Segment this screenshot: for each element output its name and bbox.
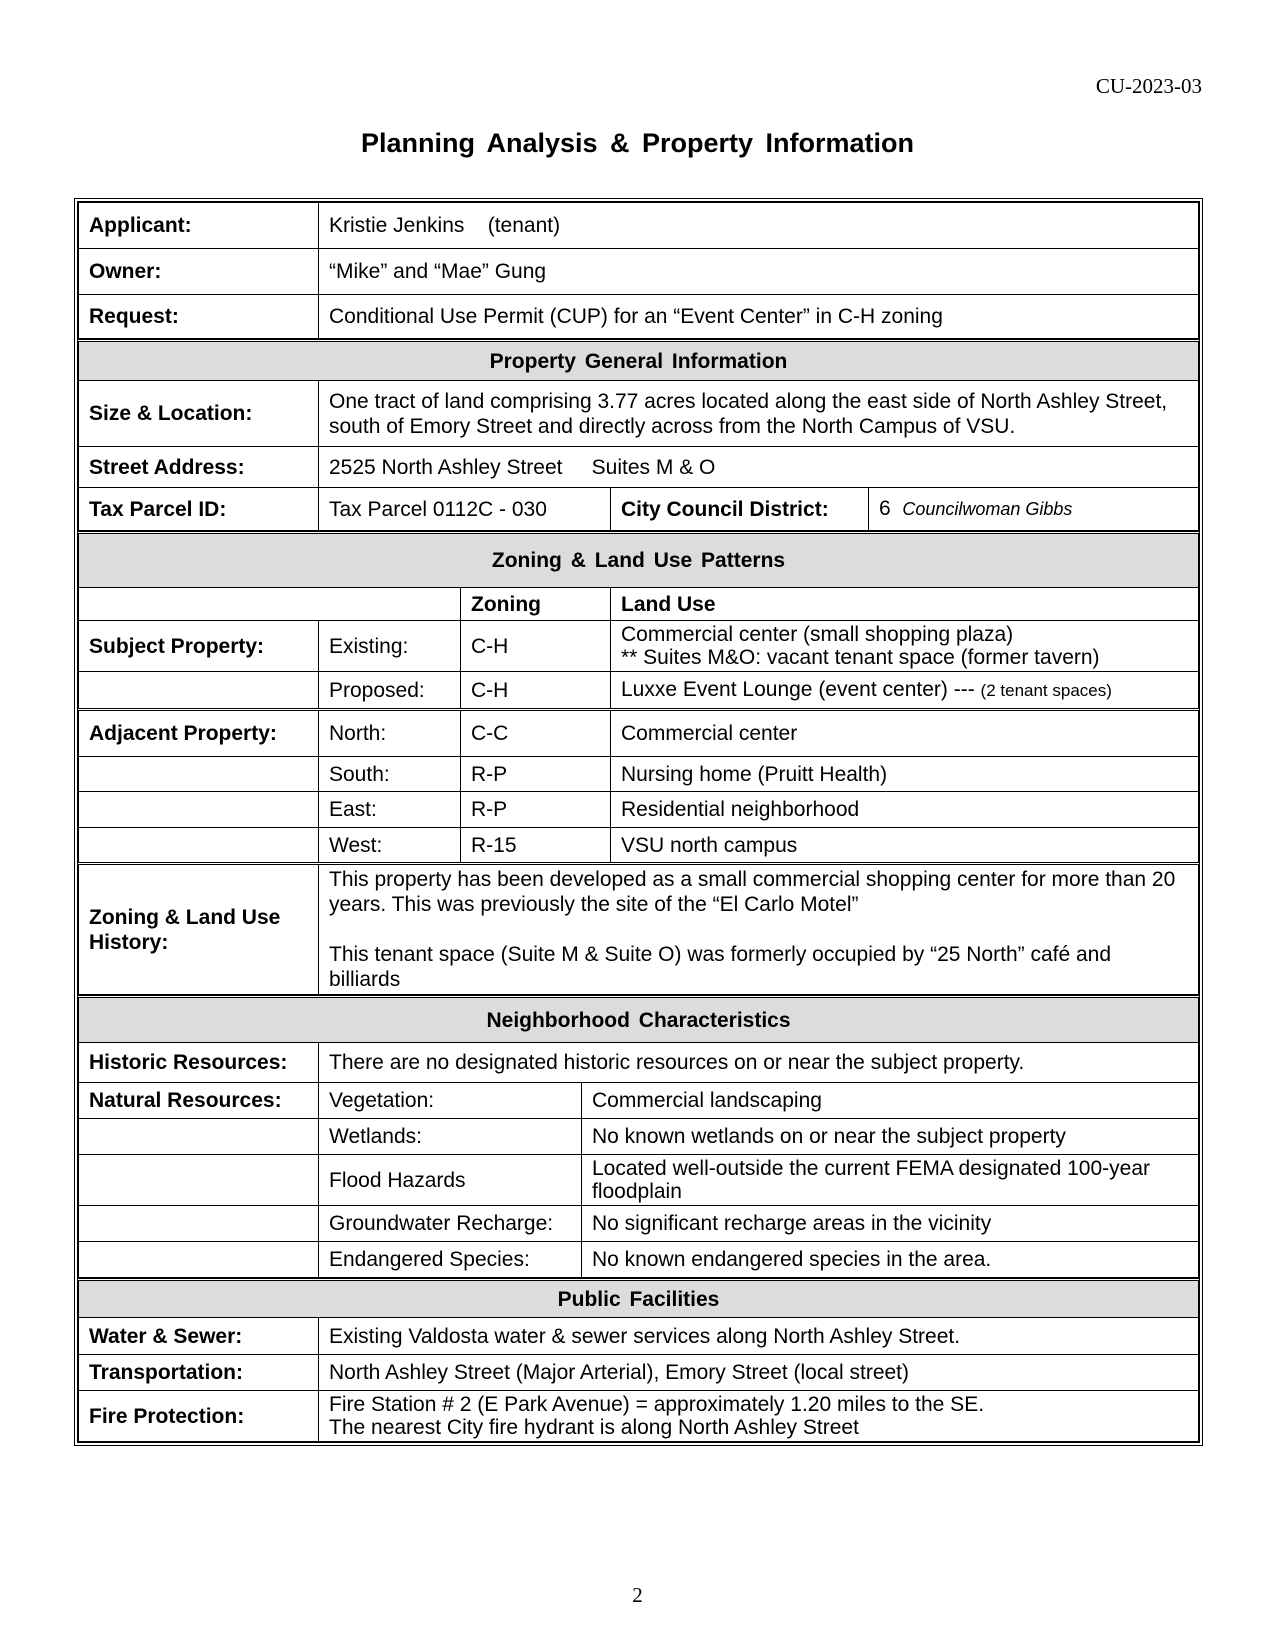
natural-row-value: No significant recharge areas in the vicinity	[582, 1206, 1199, 1242]
east-zoning: R-P	[461, 792, 611, 828]
size-location-value: One tract of land comprising 3.77 acres located along the east side of North Ashley Street, south of Emory Street and directly across from the North Campus of VSU.	[319, 381, 1199, 447]
request-value: Conditional Use Permit (CUP) for an “Event Center” in C-H zoning	[319, 295, 1199, 339]
natural-row-label: Groundwater Recharge:	[319, 1206, 582, 1242]
natural-row-value: No known wetlands on or near the subject property	[582, 1119, 1199, 1155]
zoning-header-blank	[79, 588, 461, 621]
property-info-sheet	[74, 198, 1203, 1446]
history-label: Zoning & Land Use History:	[79, 864, 319, 995]
south-label: South:	[319, 757, 461, 792]
south-zoning: R-P	[461, 757, 611, 792]
west-label: West:	[319, 828, 461, 864]
natural-row-label: Vegetation:	[319, 1083, 582, 1119]
natural-row-label: Endangered Species:	[319, 1242, 582, 1278]
proposed-use-note: (2 tenant spaces)	[980, 681, 1112, 700]
applicant-value	[319, 203, 1199, 249]
neighborhood-heading: Neighborhood Characteristics	[79, 997, 1199, 1043]
street-address-value	[319, 447, 1199, 488]
history-value	[319, 864, 1199, 995]
case-number: CU-2023-03	[1095, 74, 1202, 98]
existing-label: Existing:	[319, 621, 461, 672]
adjacent-property-label: Adjacent Property:	[79, 710, 319, 757]
existing-zoning: C-H	[461, 621, 611, 672]
east-blank	[79, 792, 319, 828]
proposed-use: Luxxe Event Lounge (event center) ---	[621, 678, 975, 701]
owner-label: Owner:	[79, 249, 319, 295]
request-label: Request:	[79, 295, 319, 339]
west-blank	[79, 828, 319, 864]
historic-resources-label: Historic Resources:	[79, 1043, 319, 1083]
council-district-value	[869, 488, 1199, 531]
fire-line2: The nearest City fire hydrant is along North Ashley Street	[329, 1416, 859, 1439]
history-para2: This tenant space (Suite M & Suite O) was formerly occupied by “25 North” café and billiards	[329, 943, 1112, 991]
applicant-name: Kristie Jenkins	[329, 214, 465, 237]
existing-use-line1: Commercial center (small shopping plaza)	[621, 623, 1014, 646]
natural-blank	[79, 1206, 319, 1242]
natural-row-value: Commercial landscaping	[582, 1083, 1199, 1119]
fire-line1: Fire Station # 2 (E Park Avenue) = approximately 1.20 miles to the SE.	[329, 1393, 985, 1416]
land-use-column-header: Land Use	[611, 588, 1199, 621]
north-zoning: C-C	[461, 710, 611, 757]
size-location-label: Size & Location:	[79, 381, 319, 447]
proposed-land-use	[611, 672, 1199, 710]
transportation-value: North Ashley Street (Major Arterial), Emory Street (local street)	[319, 1355, 1199, 1391]
street-address: 2525 North Ashley Street	[329, 455, 563, 479]
transportation-label: Transportation:	[79, 1355, 319, 1391]
east-land-use: Residential neighborhood	[611, 792, 1199, 828]
public-facilities-heading: Public Facilities	[79, 1280, 1199, 1318]
zoning-heading: Zoning & Land Use Patterns	[79, 533, 1199, 588]
natural-row-value: Located well-outside the current FEMA designated 100-year floodplain	[582, 1155, 1199, 1206]
existing-use-line2: ** Suites M&O: vacant tenant space (former tavern)	[621, 646, 1100, 669]
council-district-label: City Council District:	[611, 488, 869, 531]
proposed-zoning: C-H	[461, 672, 611, 710]
natural-blank	[79, 1119, 319, 1155]
existing-land-use	[611, 621, 1199, 672]
water-sewer-value: Existing Valdosta water & sewer services along North Ashley Street.	[319, 1318, 1199, 1355]
street-suites: Suites M & O	[591, 455, 716, 479]
owner-value: “Mike” and “Mae” Gung	[319, 249, 1199, 295]
council-district-rep: Councilwoman Gibbs	[902, 499, 1073, 519]
proposed-blank	[79, 672, 319, 710]
natural-row-label: Wetlands:	[319, 1119, 582, 1155]
tax-parcel-label: Tax Parcel ID:	[79, 488, 319, 531]
council-district-number: 6	[879, 497, 891, 520]
street-address-label: Street Address:	[79, 447, 319, 488]
west-zoning: R-15	[461, 828, 611, 864]
historic-resources-value: There are no designated historic resources on or near the subject property.	[319, 1043, 1199, 1083]
north-label: North:	[319, 710, 461, 757]
property-general-heading: Property General Information	[79, 341, 1199, 381]
property-general-section	[78, 339, 1199, 531]
page-number: 2	[632, 1583, 643, 1607]
applicant-role: (tenant)	[487, 214, 561, 237]
history-para1: This property has been developed as a small commercial shopping center for more than 20 years. This was previously the site of the “El Carlo Motel”	[329, 868, 1176, 916]
water-sewer-label: Water & Sewer:	[79, 1318, 319, 1355]
natural-blank	[79, 1155, 319, 1206]
tax-parcel-value: Tax Parcel 0112C - 030	[319, 488, 611, 531]
natural-row-label: Flood Hazards	[319, 1155, 582, 1206]
natural-row-value: No known endangered species in the area.	[582, 1242, 1199, 1278]
natural-blank	[79, 1242, 319, 1278]
zoning-section	[78, 531, 1199, 995]
fire-protection-label: Fire Protection:	[79, 1391, 319, 1442]
public-facilities-section	[78, 1278, 1199, 1442]
natural-resources-label: Natural Resources:	[79, 1083, 319, 1119]
applicant-section	[78, 202, 1199, 339]
proposed-label: Proposed:	[319, 672, 461, 710]
neighborhood-section	[78, 995, 1199, 1278]
fire-protection-value	[319, 1391, 1199, 1442]
south-land-use: Nursing home (Pruitt Health)	[611, 757, 1199, 792]
west-land-use: VSU north campus	[611, 828, 1199, 864]
south-blank	[79, 757, 319, 792]
east-label: East:	[319, 792, 461, 828]
zoning-column-header: Zoning	[461, 588, 611, 621]
north-land-use: Commercial center	[611, 710, 1199, 757]
subject-property-label: Subject Property:	[79, 621, 319, 672]
applicant-label: Applicant:	[79, 203, 319, 249]
page-title: Planning Analysis & Property Information	[360, 128, 915, 158]
